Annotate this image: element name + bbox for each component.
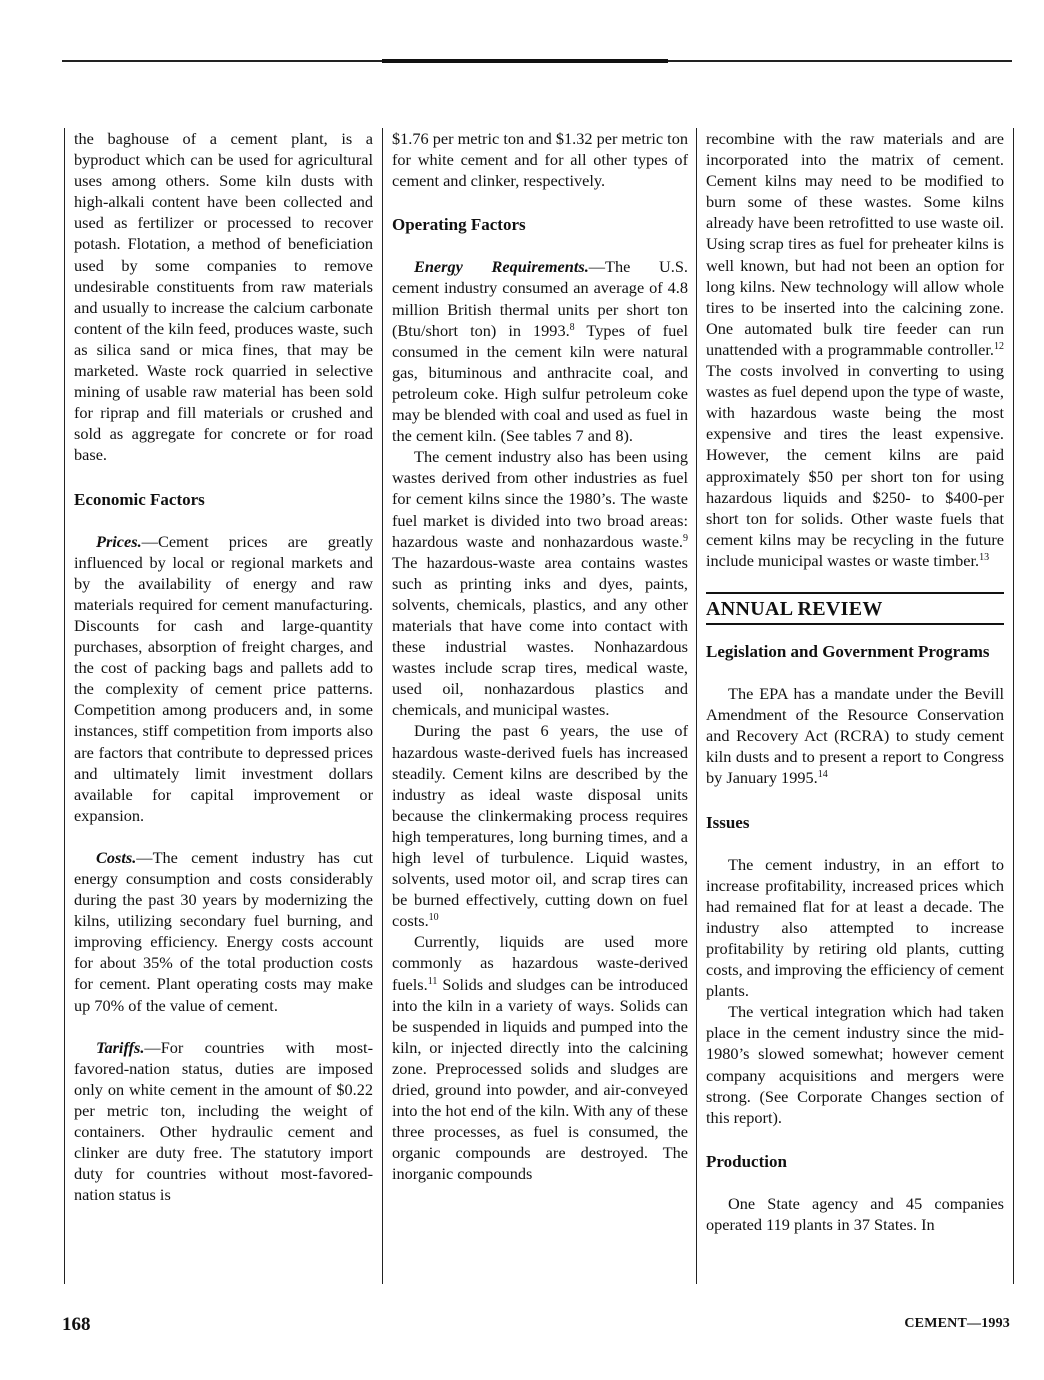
paragraph-liquids	[392, 931, 688, 1184]
footnote-ref-12: 12	[994, 340, 1004, 352]
costs-lead: Costs.	[96, 847, 137, 867]
liquids-text-b: Solids and sludges can be introduced into the kiln in a variety of ways. Solids can be suspended in liquids and pumped into the kiln, or injected directly into the calcining zone. Preprocessed solids and sludges are dried, ground into powder, and air-conveyed into the hot end of the kiln. With any of these three processes, as fuel is consumed, the organic compounds are destroyed. The inorganic compounds	[392, 974, 688, 1184]
paragraph-tariffs	[74, 1037, 373, 1206]
text-column-2	[382, 128, 696, 1284]
prices-text: —Cement prices are greatly influenced by local or regional markets and by the availability of energy and raw materials required for cement manufacturing. Discounts for cash and large-quantity purchases, absorption of freight charges, and the cost of packing bags and pallets add to the complexity of cement price patterns. Competition among producers and, in some instances, stiff competition from imports also are factors that contribute to depressed prices and ultimately limit investment dollars available for capital improvement or expansion.	[74, 531, 373, 825]
energy-lead: Energy Requirements.	[414, 257, 589, 277]
heading-operating-factors: Operating Factors	[392, 215, 526, 235]
liquids-text-a: Currently, liquids are used more commonly as hazardous waste-derived fuels.	[392, 932, 688, 994]
footnote-ref-9: 9	[683, 532, 688, 544]
paragraph-recombine	[706, 128, 1004, 571]
text-column-3	[696, 128, 1014, 1284]
annual-review-rule	[706, 623, 1004, 625]
recombine-text-a: recombine with the raw materials and are incorporated into the matrix of cement. Cement kilns may need to be modified to burn some of these wastes. Some kilns already have been retrofitted to use waste oil. Using scrap tires as fuel for preheater kilns is well known, but had not been an option for long kilns. New technology will allow whole tires to be inserted into the calcining zone. One automated bulk tire feeder can run unattended with a programmable controller.	[706, 129, 1004, 359]
running-title: CEMENT—1993	[904, 1316, 1010, 1331]
heading-production: Production	[706, 1151, 787, 1171]
tariffs-text: —For countries with most-favored-nation status, duties are imposed only on white cement in the amount of $0.22 per metric ton, including the weight of containers. Other hydraulic cement and clinker are duty free. The statutory import duty for countries without most-favored-nation status is	[74, 1037, 373, 1205]
paragraph-epa	[706, 683, 1004, 788]
header-rule-accent	[382, 59, 668, 63]
heading-legislation: Legislation and Government Programs	[706, 641, 990, 661]
paragraph-production: One State agency and 45 companies operated 119 plants in 37 States. In	[706, 1193, 1004, 1235]
section-annual-review	[706, 592, 1004, 625]
wastes-text-a: The cement industry also has been using wastes derived from other industries as fuel for cement kilns since the 1980’s. The waste fuel market is divided into two broad areas: hazardous waste and nonhazardous waste.	[392, 447, 688, 551]
footnote-ref-11: 11	[427, 975, 438, 987]
paragraph-energy	[392, 256, 688, 446]
footnote-ref-10: 10	[428, 912, 439, 924]
heading-economic-factors: Economic Factors	[74, 489, 205, 509]
heading-issues: Issues	[706, 812, 750, 832]
paragraph-issues: The cement industry, in an effort to increase profitability, increased prices which had remained flat for at least a decade. The industry also attempted to increase profitability by retiring old plants, cutting costs, and improving the efficiency of cement plants.	[706, 854, 1004, 1001]
past-text-a: During the past 6 years, the use of hazardous waste-derived fuels has increased steadily. Cement kilns are described by the industry as ideal waste disposal units because the clinkermaking process requires high temperatures, long burning times, and a high level of turbulence. Liquid wastes, solvents, used motor oil, and scrap tires can be burned effectively, cutting down on fuel costs.	[392, 721, 688, 931]
paragraph-costs	[74, 847, 373, 1016]
paragraph-vertical-integration: The vertical integration which had taken place in the cement industry since the mid-1980’s slowed somewhat; however cement company acquisitions and mergers were strong. (See Corporate Changes section of this report).	[706, 1002, 1004, 1127]
page-number: 168	[62, 1314, 91, 1335]
paragraph-wastes	[392, 446, 688, 720]
paragraph-past-six-years	[392, 720, 688, 931]
wastes-text-b: The hazardous-waste area contains wastes such as printing inks and dyes, paints, solvents, chemicals, plastics, and any other materials that have come into contact with these industrial wastes. Nonhazardous wastes include scrap tires, medical waste, used oil, nonhazardous plastics and chemicals, and municipal wastes.	[392, 552, 688, 720]
heading-annual-review: ANNUAL REVIEW	[706, 597, 883, 620]
paragraph-prices	[74, 531, 373, 826]
energy-text-b: Types of fuel consumed in the cement kiln were natural gas, bituminous and anthracite coal, and petroleum coke. High sulfur petroleum coke may be blended with coal and used as fuel in the cement kiln. (See tables 7 and 8).	[392, 320, 688, 446]
footnote-ref-14: 14	[817, 769, 828, 781]
energy-text-a: —The U.S. cement industry consumed an average of 4.8 million British thermal units per short ton (Btu/short ton) in 1993.	[392, 257, 688, 340]
paragraph-baghouse: the baghouse of a cement plant, is a byproduct which can be used for agricultural uses among others. Some kiln dusts with high-alkali content have been collected and used as fertilizer or processed to recover potash. Flotation, a method of beneficiation used by some companies to remove undesirable constituents from raw materials and usually to increase the calcium carbonate content of the kiln feed, produces waste, such as silica sand or mica fines, that may be marketed. Waste rock quarried in selective mining of usable raw material has been sold for riprap and fill materials or crushed and sold as aggregate for concrete or for road base.	[74, 129, 373, 465]
text-column-1	[64, 128, 382, 1284]
footnote-ref-13: 13	[979, 551, 990, 563]
tariffs-lead: Tariffs.	[96, 1037, 145, 1057]
paragraph-tariff-continued: $1.76 per metric ton and $1.32 per metric ton for white cement and for all other types of cement and clinker, respectively.	[392, 129, 688, 191]
recombine-text-b: The costs involved in converting to using wastes as fuel depend upon the type of waste, with hazardous waste being the most expensive and tires the least expensive. However, the cement kilns are paid approximately $50 per short ton for using hazardous liquids and $250- to $400-per short ton for solids. Other waste fuels that cement kilns may be recycling in the future include municipal wastes or waste timber.	[706, 361, 1004, 570]
prices-lead: Prices.	[96, 531, 142, 551]
costs-text: —The cement industry has cut energy consumption and costs considerably during the past 30 years by modernizing the kilns, utilizing secondary fuel burning, and improving efficiency. Energy costs account for about 35% of the total production costs for cement. Plant operating costs may make up 70% of the value of cement.	[74, 847, 373, 1015]
epa-text: The EPA has a mandate under the Bevill Amendment of the Resource Conservation and Recovery Act (RCRA) to study cement kiln dusts and to present a report to Congress by January 1995.	[706, 684, 1004, 788]
footnote-ref-8: 8	[569, 321, 575, 333]
